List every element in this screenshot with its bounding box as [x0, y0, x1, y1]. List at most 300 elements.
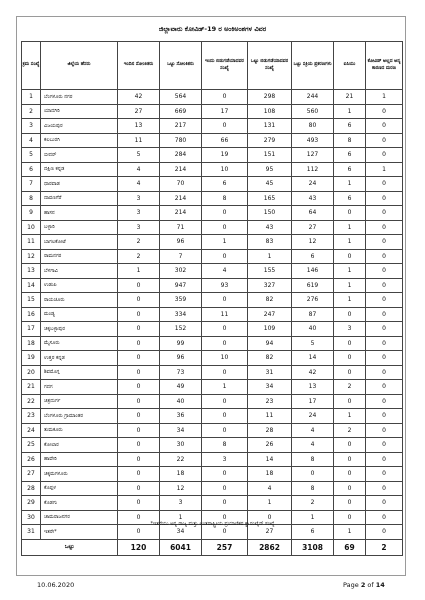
- cell-today-discharged: 0: [202, 496, 248, 511]
- cell-icu: 6: [334, 119, 366, 134]
- table-row: [22, 365, 403, 380]
- cell-today-discharged: 4: [202, 264, 248, 279]
- cell-today-positive: 2: [118, 235, 160, 250]
- cell-today-discharged: 3: [202, 452, 248, 467]
- cell-serial: 24: [22, 423, 41, 438]
- cell-total-positive: 96: [160, 235, 202, 250]
- cell-serial: 22: [22, 394, 41, 409]
- cell-serial: 2: [22, 104, 41, 119]
- cell-total-positive: 284: [160, 148, 202, 163]
- cell-serial: 1: [22, 90, 41, 105]
- cell-total-discharged: 82: [248, 293, 292, 308]
- cell-today-positive: 0: [118, 496, 160, 511]
- cell-district: ಕೊಪ್ಪಳ: [41, 481, 118, 496]
- cell-icu: 0: [334, 351, 366, 366]
- cell-total-discharged: 95: [248, 162, 292, 177]
- cell-district: ಮೈಸೂರು: [41, 336, 118, 351]
- cell-icu: 0: [334, 206, 366, 221]
- cell-serial: 23: [22, 409, 41, 424]
- cell-district: ತುಮಕೂರು: [41, 423, 118, 438]
- cell-total-positive: 34: [160, 525, 202, 540]
- cell-today-discharged: 0: [202, 336, 248, 351]
- cell-non-covid-deaths: 0: [366, 336, 403, 351]
- header-serial: ಕ್ರಮ ಸಂಖ್ಯೆ: [22, 42, 41, 90]
- cell-today-positive: 27: [118, 104, 160, 119]
- header-district: ಜಿಲ್ಲೆಯ ಹೆಸರು: [41, 42, 118, 90]
- cell-today-discharged: 0: [202, 467, 248, 482]
- cell-today-discharged: 0: [202, 409, 248, 424]
- table-row: [22, 104, 403, 119]
- cell-active-cases: 112: [292, 162, 334, 177]
- cell-serial: 7: [22, 177, 41, 192]
- cell-active-cases: 8: [292, 481, 334, 496]
- cell-total-discharged: 1: [248, 249, 292, 264]
- cell-today-discharged: 0: [202, 322, 248, 337]
- table-row: [22, 322, 403, 337]
- cell-today-discharged: 66: [202, 133, 248, 148]
- cell-today-discharged: 10: [202, 162, 248, 177]
- cell-serial: 21: [22, 380, 41, 395]
- cell-active-cases: 13: [292, 380, 334, 395]
- cell-total-positive: 73: [160, 365, 202, 380]
- cell-district: ಬೆಳಗಾವಿ: [41, 264, 118, 279]
- cell-non-covid-deaths: 0: [366, 394, 403, 409]
- page-sep: of: [365, 581, 376, 589]
- cell-today-discharged: 0: [202, 119, 248, 134]
- total-icu: 69: [334, 539, 366, 555]
- cell-serial: 26: [22, 452, 41, 467]
- cell-serial: 15: [22, 293, 41, 308]
- document-title: ಜಿಲ್ಲಾವಾರು ಕೋವಿಡ್-19 ರ ಅಂಕಿಅಂಶಗಳ ವಿವರ: [158, 25, 267, 33]
- cell-total-positive: 1: [160, 510, 202, 525]
- cell-total-discharged: 83: [248, 235, 292, 250]
- cell-today-positive: 4: [118, 162, 160, 177]
- cell-today-positive: 0: [118, 336, 160, 351]
- cell-district: ದಾವಣಗೆರೆ: [41, 191, 118, 206]
- cell-icu: 1: [334, 235, 366, 250]
- cell-active-cases: 40: [292, 322, 334, 337]
- header-total-discharged: ಒಟ್ಟು ಬಿಡುಗಡೆಯಾದವರ ಸಂಖ್ಯೆ: [248, 42, 292, 90]
- cell-active-cases: 80: [292, 119, 334, 134]
- cell-total-discharged: 298: [248, 90, 292, 105]
- cell-icu: 1: [334, 220, 366, 235]
- cell-today-positive: 5: [118, 148, 160, 163]
- cell-district: ಯಾದಗಿರಿ: [41, 104, 118, 119]
- cell-district: ಇತರೇ*: [41, 525, 118, 540]
- cell-non-covid-deaths: 0: [366, 177, 403, 192]
- cell-today-positive: 0: [118, 525, 160, 540]
- cell-today-positive: 3: [118, 191, 160, 206]
- cell-serial: 19: [22, 351, 41, 366]
- cell-today-discharged: 0: [202, 510, 248, 525]
- cell-non-covid-deaths: 0: [366, 380, 403, 395]
- cell-total-discharged: 151: [248, 148, 292, 163]
- cell-active-cases: 4: [292, 423, 334, 438]
- cell-total-discharged: 27: [248, 525, 292, 540]
- cell-district: ಹಾಸನ: [41, 206, 118, 221]
- cell-non-covid-deaths: 0: [366, 525, 403, 540]
- cell-today-positive: 0: [118, 365, 160, 380]
- cell-today-positive: 3: [118, 220, 160, 235]
- footnote: *ಇತರೆಯು ಅನ್ಯ ರಾಜ್ಯ ಮತ್ತು ಅಂತರಾಷ್ಟ್ರೀಯ ಪ್ರಯಾಣಿಕರ ಕ್ವಾರಂಟೈನ್ ಸಂಖ್ಯೆ: [150, 521, 275, 527]
- cell-non-covid-deaths: 0: [366, 133, 403, 148]
- cell-active-cases: 6: [292, 249, 334, 264]
- cell-today-discharged: 11: [202, 307, 248, 322]
- cell-total-discharged: 43: [248, 220, 292, 235]
- cell-non-covid-deaths: 0: [366, 481, 403, 496]
- cell-total-discharged: 4: [248, 481, 292, 496]
- cell-district: ಹಾವೇರಿ: [41, 452, 118, 467]
- cell-today-discharged: 0: [202, 220, 248, 235]
- total-label: ಒಟ್ಟು: [22, 539, 118, 555]
- cell-total-discharged: 150: [248, 206, 292, 221]
- cell-icu: 0: [334, 481, 366, 496]
- cell-total-positive: 3: [160, 496, 202, 511]
- cell-today-positive: 13: [118, 119, 160, 134]
- cell-total-positive: 71: [160, 220, 202, 235]
- cell-serial: 30: [22, 510, 41, 525]
- cell-total-positive: 30: [160, 438, 202, 453]
- table-row: [22, 206, 403, 221]
- cell-total-positive: 96: [160, 351, 202, 366]
- cell-serial: 25: [22, 438, 41, 453]
- table-row: [22, 438, 403, 453]
- cell-icu: 1: [334, 525, 366, 540]
- cell-icu: 2: [334, 380, 366, 395]
- cell-non-covid-deaths: 0: [366, 235, 403, 250]
- cell-total-positive: 18: [160, 467, 202, 482]
- cell-district: ಕೋಲಾರ: [41, 438, 118, 453]
- cell-serial: 5: [22, 148, 41, 163]
- cell-icu: 21: [334, 90, 366, 105]
- cell-total-positive: 49: [160, 380, 202, 395]
- cell-total-discharged: 0: [248, 510, 292, 525]
- cell-total-positive: 564: [160, 90, 202, 105]
- cell-active-cases: 24: [292, 177, 334, 192]
- table-row: [22, 409, 403, 424]
- cell-today-discharged: 1: [202, 235, 248, 250]
- cell-serial: 11: [22, 235, 41, 250]
- cell-active-cases: 276: [292, 293, 334, 308]
- cell-today-discharged: 17: [202, 104, 248, 119]
- cell-total-positive: 152: [160, 322, 202, 337]
- cell-today-positive: 0: [118, 510, 160, 525]
- cell-district: ರಾಮನಗರ: [41, 249, 118, 264]
- table-row: [22, 307, 403, 322]
- cell-today-positive: 1: [118, 264, 160, 279]
- page-number: [343, 581, 385, 589]
- cell-district: ಚಿಕ್ಕಮಗಳೂರು: [41, 467, 118, 482]
- header-total-positive: ಒಟ್ಟು ಸೋಂಕಿತರು: [160, 42, 202, 90]
- cell-total-positive: 12: [160, 481, 202, 496]
- cell-today-discharged: 0: [202, 481, 248, 496]
- cell-today-positive: 0: [118, 322, 160, 337]
- cell-icu: 0: [334, 452, 366, 467]
- cell-icu: 0: [334, 307, 366, 322]
- cell-today-discharged: 19: [202, 148, 248, 163]
- cell-active-cases: 5: [292, 336, 334, 351]
- cell-total-positive: 36: [160, 409, 202, 424]
- cell-today-positive: 11: [118, 133, 160, 148]
- cell-non-covid-deaths: 0: [366, 322, 403, 337]
- cell-today-positive: 3: [118, 206, 160, 221]
- cell-total-discharged: 327: [248, 278, 292, 293]
- cell-active-cases: 146: [292, 264, 334, 279]
- cell-today-discharged: 0: [202, 394, 248, 409]
- table-row: [22, 162, 403, 177]
- cell-icu: 1: [334, 177, 366, 192]
- header-today-discharged: ಇಂದು ಬಿಡುಗಡೆಯಾದವರ ಸಂಖ್ಯೆ: [202, 42, 248, 90]
- table-row: [22, 264, 403, 279]
- cell-icu: 1: [334, 293, 366, 308]
- cell-non-covid-deaths: 0: [366, 351, 403, 366]
- total-today-discharged: 257: [202, 539, 248, 555]
- cell-icu: 3: [334, 322, 366, 337]
- cell-non-covid-deaths: 0: [366, 452, 403, 467]
- cell-active-cases: 12: [292, 235, 334, 250]
- cell-district: ಮಂಡ್ಯ: [41, 307, 118, 322]
- cell-active-cases: 24: [292, 409, 334, 424]
- cell-icu: 6: [334, 191, 366, 206]
- total-today-positive: 120: [118, 539, 160, 555]
- cell-serial: 3: [22, 119, 41, 134]
- cell-serial: 29: [22, 496, 41, 511]
- cell-non-covid-deaths: 0: [366, 119, 403, 134]
- table-row: [22, 380, 403, 395]
- table-row: [22, 278, 403, 293]
- cell-district: ಬಾಗಲಕೋಟೆ: [41, 235, 118, 250]
- cell-total-positive: 947: [160, 278, 202, 293]
- cell-today-positive: 0: [118, 452, 160, 467]
- cell-district: ಬೆಂಗಳೂರು ಗ್ರಾಮಾಂತರ: [41, 409, 118, 424]
- cell-total-positive: 359: [160, 293, 202, 308]
- cell-active-cases: 0: [292, 467, 334, 482]
- cell-serial: 13: [22, 264, 41, 279]
- cell-total-positive: 34: [160, 423, 202, 438]
- cell-icu: 6: [334, 162, 366, 177]
- cell-serial: 10: [22, 220, 41, 235]
- header-active-cases: ಒಟ್ಟು ಸಕ್ರಿಯ ಪ್ರಕರಣಗಳು: [292, 42, 334, 90]
- cell-icu: 0: [334, 394, 366, 409]
- cell-serial: 12: [22, 249, 41, 264]
- cell-total-discharged: 279: [248, 133, 292, 148]
- table-row: [22, 191, 403, 206]
- cell-today-positive: 0: [118, 409, 160, 424]
- cell-today-discharged: 0: [202, 423, 248, 438]
- cell-non-covid-deaths: 0: [366, 510, 403, 525]
- cell-serial: 6: [22, 162, 41, 177]
- cell-active-cases: 619: [292, 278, 334, 293]
- cell-non-covid-deaths: 0: [366, 264, 403, 279]
- cell-icu: 1: [334, 104, 366, 119]
- cell-total-discharged: 31: [248, 365, 292, 380]
- cell-non-covid-deaths: 0: [366, 438, 403, 453]
- cell-today-positive: 0: [118, 278, 160, 293]
- cell-serial: 8: [22, 191, 41, 206]
- cell-district: ಚಿಕ್ಕಬಳ್ಳಾಪುರ: [41, 322, 118, 337]
- cell-district: ಕಲಬುರಗಿ: [41, 133, 118, 148]
- cell-district: ರಾಯಚೂರು: [41, 293, 118, 308]
- cell-today-discharged: 0: [202, 90, 248, 105]
- cell-total-positive: 217: [160, 119, 202, 134]
- cell-total-positive: 99: [160, 336, 202, 351]
- cell-total-positive: 780: [160, 133, 202, 148]
- cell-district: ಉಡುಪಿ: [41, 278, 118, 293]
- cell-active-cases: 6: [292, 525, 334, 540]
- cell-icu: 0: [334, 438, 366, 453]
- cell-icu: 0: [334, 510, 366, 525]
- cell-today-positive: 0: [118, 307, 160, 322]
- cell-non-covid-deaths: 0: [366, 409, 403, 424]
- cell-active-cases: 493: [292, 133, 334, 148]
- table-row: [22, 351, 403, 366]
- cell-total-discharged: 247: [248, 307, 292, 322]
- cell-active-cases: 43: [292, 191, 334, 206]
- cell-total-positive: 214: [160, 162, 202, 177]
- cell-active-cases: 42: [292, 365, 334, 380]
- cell-active-cases: 14: [292, 351, 334, 366]
- total-active-cases: 3108: [292, 539, 334, 555]
- total-total-discharged: 2862: [248, 539, 292, 555]
- cell-serial: 16: [22, 307, 41, 322]
- cell-district: ಬೀದರ್: [41, 148, 118, 163]
- cell-serial: 9: [22, 206, 41, 221]
- cell-icu: 2: [334, 423, 366, 438]
- table-row: [22, 293, 403, 308]
- page-prefix: Page: [343, 581, 361, 589]
- table-header-row: [22, 42, 403, 90]
- cell-non-covid-deaths: 1: [366, 162, 403, 177]
- header-today-positive: ಇಂದಿನ ಸೋಂಕಿತರು: [118, 42, 160, 90]
- cell-non-covid-deaths: 0: [366, 423, 403, 438]
- cell-total-discharged: 45: [248, 177, 292, 192]
- cell-today-discharged: 8: [202, 438, 248, 453]
- cell-active-cases: 1: [292, 510, 334, 525]
- cell-today-positive: 4: [118, 177, 160, 192]
- cell-total-positive: 70: [160, 177, 202, 192]
- cell-icu: 1: [334, 409, 366, 424]
- cell-non-covid-deaths: 0: [366, 148, 403, 163]
- cell-today-positive: 0: [118, 394, 160, 409]
- cell-today-positive: 0: [118, 351, 160, 366]
- cell-serial: 31: [22, 525, 41, 540]
- cell-non-covid-deaths: 0: [366, 365, 403, 380]
- table-row: [22, 452, 403, 467]
- cell-total-positive: 669: [160, 104, 202, 119]
- page-total: 14: [375, 581, 385, 589]
- cell-icu: 0: [334, 496, 366, 511]
- cell-serial: 20: [22, 365, 41, 380]
- cell-total-discharged: 34: [248, 380, 292, 395]
- cell-total-positive: 214: [160, 206, 202, 221]
- cell-icu: 8: [334, 133, 366, 148]
- cell-total-positive: 214: [160, 191, 202, 206]
- cell-serial: 28: [22, 481, 41, 496]
- cell-active-cases: 87: [292, 307, 334, 322]
- cell-today-positive: 0: [118, 467, 160, 482]
- cell-serial: 18: [22, 336, 41, 351]
- cell-district: ಬಳ್ಳಾರಿ: [41, 220, 118, 235]
- cell-district: ವಿಜಯಪುರ: [41, 119, 118, 134]
- cell-district: ಗದಗ: [41, 380, 118, 395]
- cell-icu: 6: [334, 148, 366, 163]
- cell-today-positive: 0: [118, 380, 160, 395]
- cell-district: ಕೊಡಗು: [41, 496, 118, 511]
- cell-total-discharged: 14: [248, 452, 292, 467]
- cell-today-discharged: 1: [202, 380, 248, 395]
- cell-total-discharged: 18: [248, 467, 292, 482]
- cell-total-discharged: 109: [248, 322, 292, 337]
- table-row: [22, 177, 403, 192]
- cell-district: ಶಿವಮೊಗ್ಗ: [41, 365, 118, 380]
- cell-active-cases: 127: [292, 148, 334, 163]
- cell-district: ದಕ್ಷಿಣ ಕನ್ನಡ: [41, 162, 118, 177]
- cell-district: ಉತ್ತರ ಕನ್ನಡ: [41, 351, 118, 366]
- table-row: [22, 133, 403, 148]
- header-non-covid-deaths: ಕೋವಿಡ್ ಅಲ್ಲದ ಅನ್ಯ ಕಾರಣದ ಮರಣ: [366, 42, 403, 90]
- cell-total-discharged: 11: [248, 409, 292, 424]
- district-covid-table: [21, 41, 403, 556]
- cell-today-positive: 0: [118, 481, 160, 496]
- table-row: [22, 119, 403, 134]
- table-row: [22, 394, 403, 409]
- table-row: [22, 496, 403, 511]
- cell-icu: 0: [334, 336, 366, 351]
- table-body: [22, 90, 403, 556]
- cell-active-cases: 27: [292, 220, 334, 235]
- cell-total-positive: 40: [160, 394, 202, 409]
- cell-today-discharged: 10: [202, 351, 248, 366]
- cell-total-positive: 7: [160, 249, 202, 264]
- cell-total-discharged: 94: [248, 336, 292, 351]
- cell-total-positive: 334: [160, 307, 202, 322]
- cell-total-discharged: 82: [248, 351, 292, 366]
- cell-non-covid-deaths: 0: [366, 293, 403, 308]
- cell-active-cases: 4: [292, 438, 334, 453]
- cell-active-cases: 17: [292, 394, 334, 409]
- cell-active-cases: 8: [292, 452, 334, 467]
- cell-non-covid-deaths: 0: [366, 206, 403, 221]
- header-icu: ಐಸಿಯು: [334, 42, 366, 90]
- cell-today-discharged: 0: [202, 293, 248, 308]
- cell-non-covid-deaths: 1: [366, 90, 403, 105]
- table-row: [22, 481, 403, 496]
- cell-today-positive: 42: [118, 90, 160, 105]
- cell-total-positive: 22: [160, 452, 202, 467]
- cell-icu: 1: [334, 278, 366, 293]
- cell-serial: 27: [22, 467, 41, 482]
- cell-total-discharged: 1: [248, 496, 292, 511]
- cell-today-discharged: 0: [202, 365, 248, 380]
- table-row: [22, 220, 403, 235]
- table-row: [22, 336, 403, 351]
- table-row: [22, 235, 403, 250]
- cell-total-discharged: 131: [248, 119, 292, 134]
- table-row: [22, 148, 403, 163]
- cell-district: ಬೆಂಗಳೂರು ನಗರ: [41, 90, 118, 105]
- cell-today-discharged: 0: [202, 249, 248, 264]
- cell-total-discharged: 108: [248, 104, 292, 119]
- cell-active-cases: 244: [292, 90, 334, 105]
- cell-today-positive: 2: [118, 249, 160, 264]
- table-row: [22, 90, 403, 105]
- cell-icu: 0: [334, 249, 366, 264]
- cell-icu: 0: [334, 467, 366, 482]
- table-row: [22, 423, 403, 438]
- cell-today-positive: 0: [118, 438, 160, 453]
- cell-non-covid-deaths: 0: [366, 467, 403, 482]
- cell-district: ಚಿತ್ರದುರ್ಗ: [41, 394, 118, 409]
